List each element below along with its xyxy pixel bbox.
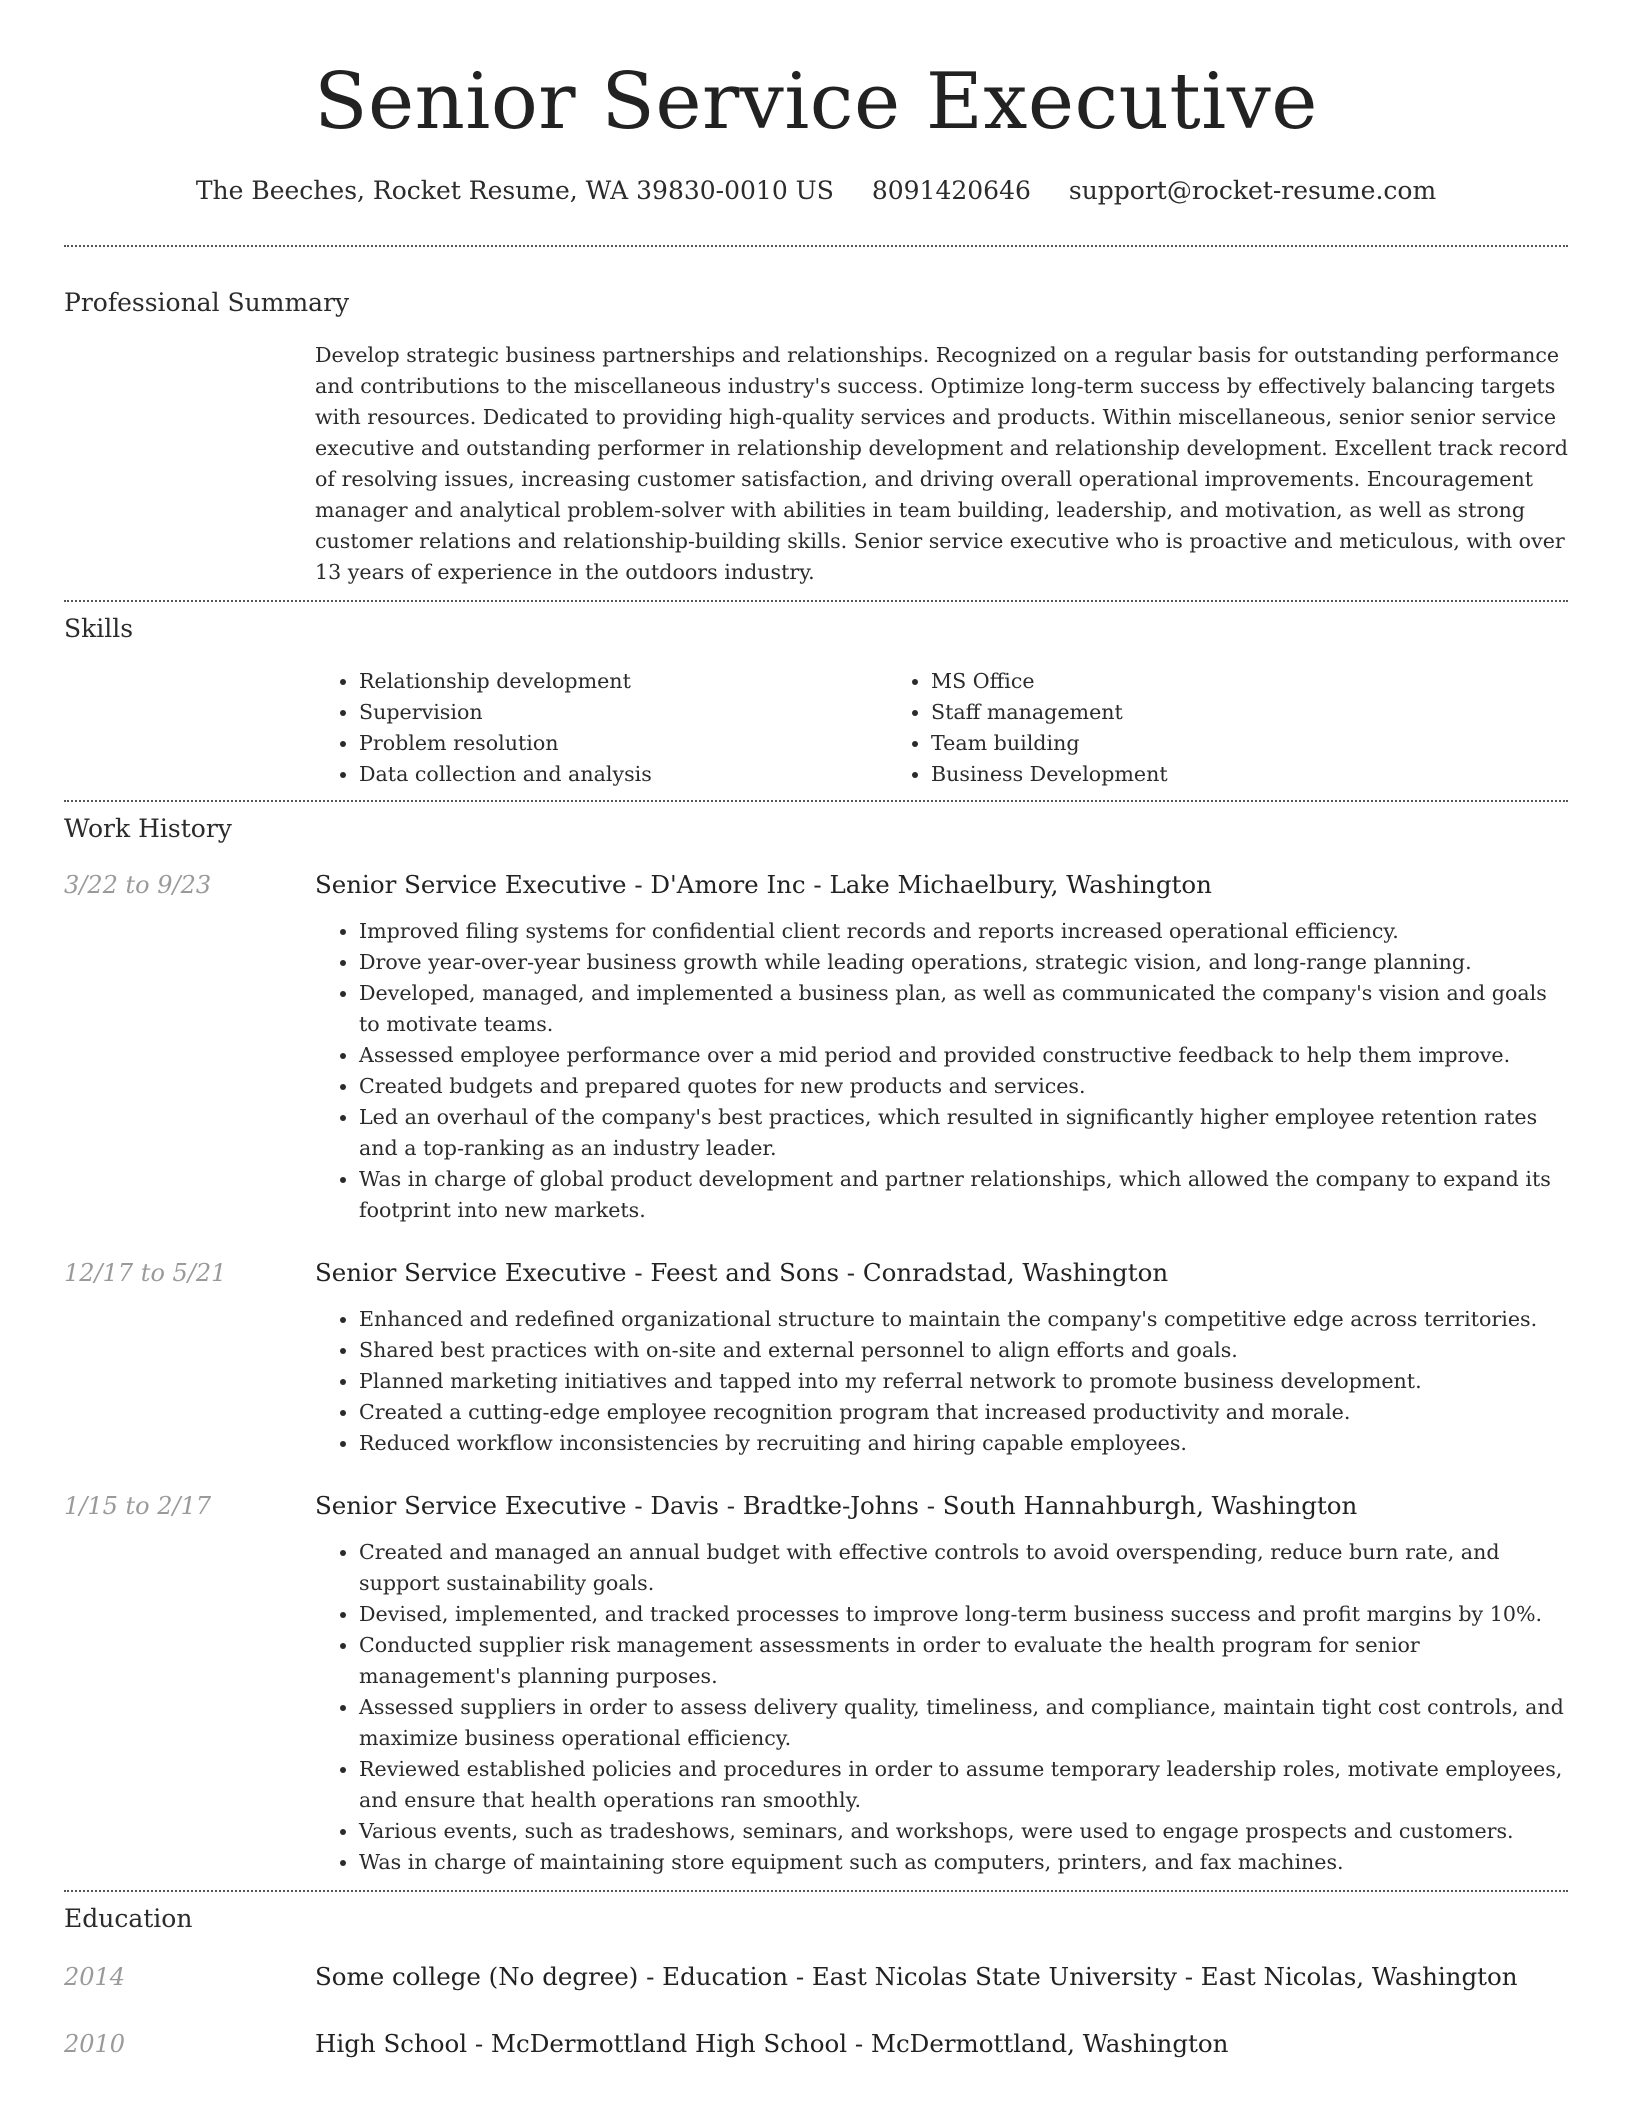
skill-item: • Relationship development xyxy=(359,666,887,697)
summary-text: Develop strategic business partnerships and relationships. Recognized on a regular basis for outstanding performance and contributions to the miscellaneous industry's success. Optimize long-term success by effectively balancing targets with resources. Dedicated to providing high-quality services and products. Within miscellaneous, senior senior service executive and outstanding performer in relationship development and relationship development. Excellent track record of resolving issues, increasing customer satisfaction, and driving overall operational improvements. Encouragement manager and analytical problem-solver with abilities in team building, leadership, and motivation, as well as strong customer relations and relationship-building skills. Senior service executive who is proactive and meticulous, with over 13 years of experience in the outdoors industry. xyxy=(315,343,1568,584)
summary-left-spacer xyxy=(64,340,315,588)
job-bullet: • Devised, implemented, and tracked processes to improve long-term business success and profit margins by 10%. xyxy=(359,1599,1568,1630)
job-bullets xyxy=(315,1537,1568,1878)
section-divider xyxy=(64,800,1568,802)
education-text: High School - McDermottland High School - McDermottland, Washington xyxy=(315,2029,1229,2058)
education-year: 2010 xyxy=(64,2030,126,2058)
section-divider xyxy=(64,600,1568,602)
skill-item: • Data collection and analysis xyxy=(359,759,887,790)
skill-item: • Team building xyxy=(931,728,1168,759)
skills-heading: Skills xyxy=(64,614,134,643)
skill-item: • MS Office xyxy=(931,666,1168,697)
job-bullet: • Conducted supplier risk management assessments in order to evaluate the health program for senior management's planning purposes. xyxy=(359,1630,1568,1692)
job-title: Senior Service Executive - D'Amore Inc - Lake Michaelbury, Washington xyxy=(315,870,1212,899)
contact-email: support@rocket-resume.com xyxy=(1068,176,1437,205)
job-entry xyxy=(64,868,1568,1226)
job-dates: 12/17 to 5/21 xyxy=(64,1259,227,1287)
summary-section xyxy=(64,286,1568,588)
job-bullet: • Planned marketing initiatives and tapped into my referral network to promote business development. xyxy=(359,1366,1568,1397)
job-title: Senior Service Executive - Feest and Sons - Conradstad, Washington xyxy=(315,1258,1169,1287)
education-section xyxy=(64,1902,1568,2061)
work-history-section xyxy=(64,812,1568,1878)
education-year: 2014 xyxy=(64,1963,126,1991)
job-dates: 1/15 to 2/17 xyxy=(64,1492,212,1520)
job-bullet: • Assessed suppliers in order to assess delivery quality, timeliness, and compliance, maintain tight cost controls, and maximize business operational efficiency. xyxy=(359,1692,1568,1754)
education-text: Some college (No degree) - Education - East Nicolas State University - East Nicolas, Washington xyxy=(315,1962,1518,1991)
job-bullet: • Created and managed an annual budget with effective controls to avoid overspending, reduce burn rate, and support sustainability goals. xyxy=(359,1537,1568,1599)
job-bullet: • Created budgets and prepared quotes for new products and services. xyxy=(359,1071,1568,1102)
job-bullet: • Assessed employee performance over a mid period and provided constructive feedback to help them improve. xyxy=(359,1040,1568,1071)
job-bullet: • Reviewed established policies and procedures in order to assume temporary leadership roles, motivate employees, and ensure that health operations ran smoothly. xyxy=(359,1754,1568,1816)
skills-list-right xyxy=(887,666,1168,790)
section-divider xyxy=(64,245,1568,247)
summary-heading: Professional Summary xyxy=(64,288,350,317)
contact-line xyxy=(64,174,1568,208)
skills-list-left xyxy=(315,666,887,790)
education-entry xyxy=(64,2027,1568,2061)
job-bullet: • Shared best practices with on-site and external personnel to align efforts and goals. xyxy=(359,1335,1568,1366)
contact-phone: 8091420646 xyxy=(871,176,1031,205)
skill-item: • Staff management xyxy=(931,697,1168,728)
job-dates: 3/22 to 9/23 xyxy=(64,871,212,899)
job-bullet: • Was in charge of global product development and partner relationships, which allowed the company to expand its footprint into new markets. xyxy=(359,1164,1568,1226)
job-bullet: • Created a cutting-edge employee recognition program that increased productivity and morale. xyxy=(359,1397,1568,1428)
job-bullet: • Various events, such as tradeshows, seminars, and workshops, were used to engage prospects and customers. xyxy=(359,1816,1568,1847)
job-bullet: • Led an overhaul of the company's best practices, which resulted in significantly higher employee retention rates and a top-ranking as an industry leader. xyxy=(359,1102,1568,1164)
job-bullets xyxy=(315,1304,1568,1459)
skills-section xyxy=(64,612,1568,790)
job-entry xyxy=(64,1489,1568,1878)
job-bullet: • Drove year-over-year business growth while leading operations, strategic vision, and long-range planning. xyxy=(359,947,1568,978)
section-divider xyxy=(64,1890,1568,1892)
skills-left-spacer xyxy=(64,666,315,790)
job-bullet: • Reduced workflow inconsistencies by recruiting and hiring capable employees. xyxy=(359,1428,1568,1459)
job-bullet: • Improved filing systems for confidential client records and reports increased operational efficiency. xyxy=(359,916,1568,947)
contact-address: The Beeches, Rocket Resume, WA 39830-0010 US xyxy=(195,176,834,205)
education-heading: Education xyxy=(64,1904,193,1933)
resume-name: Senior Service Executive xyxy=(314,57,1318,147)
skill-item: • Business Development xyxy=(931,759,1168,790)
job-bullets xyxy=(315,916,1568,1226)
skill-item: • Problem resolution xyxy=(359,728,887,759)
job-entry xyxy=(64,1256,1568,1459)
job-title: Senior Service Executive - Davis - Bradtke-Johns - South Hannahburgh, Washington xyxy=(315,1491,1358,1520)
work-history-heading: Work History xyxy=(64,814,232,843)
job-bullet: • Enhanced and redefined organizational structure to maintain the company's competitive edge across territories. xyxy=(359,1304,1568,1335)
job-bullet: • Was in charge of maintaining store equipment such as computers, printers, and fax machines. xyxy=(359,1847,1568,1878)
skill-item: • Supervision xyxy=(359,697,887,728)
job-bullet: • Developed, managed, and implemented a business plan, as well as communicated the company's vision and goals to motivate teams. xyxy=(359,978,1568,1040)
education-entry xyxy=(64,1960,1568,1994)
